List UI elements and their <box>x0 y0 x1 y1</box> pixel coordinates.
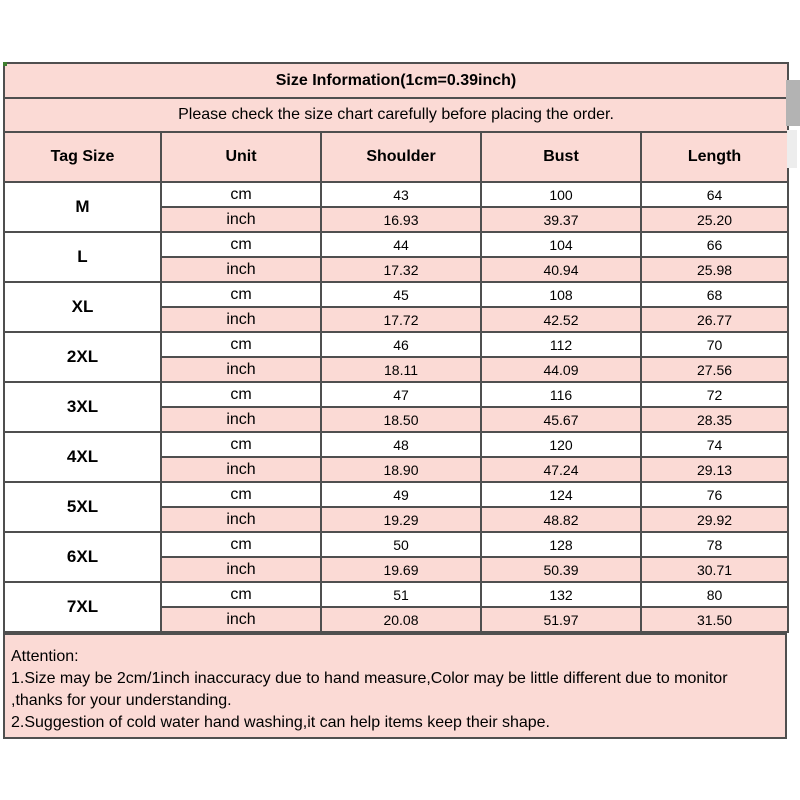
measurement-cell: 116 <box>481 382 641 407</box>
measurement-cell: 25.20 <box>641 207 788 232</box>
table-row <box>4 482 788 507</box>
unit-cell: cm <box>161 232 321 257</box>
attention-line: 2.Suggestion of cold water hand washing,it can help items keep their shape. <box>11 714 550 731</box>
table-row <box>4 582 788 607</box>
measurement-cell: 104 <box>481 232 641 257</box>
measurement-cell: 128 <box>481 532 641 557</box>
measurement-cell: 30.71 <box>641 557 788 582</box>
measurement-cell: 42.52 <box>481 307 641 332</box>
measurement-cell: 39.37 <box>481 207 641 232</box>
table-row <box>4 332 788 357</box>
measurement-cell: 29.92 <box>641 507 788 532</box>
size-group-l <box>4 232 788 282</box>
size-group-xl <box>4 282 788 332</box>
measurement-cell: 40.94 <box>481 257 641 282</box>
unit-cell: cm <box>161 382 321 407</box>
measurement-cell: 108 <box>481 282 641 307</box>
unit-cell: cm <box>161 282 321 307</box>
col-header-shoulder: Shoulder <box>321 132 481 182</box>
tag-size-cell: 2XL <box>4 332 161 382</box>
tag-size-cell: 3XL <box>4 382 161 432</box>
unit-cell: inch <box>161 557 321 582</box>
unit-cell: inch <box>161 607 321 632</box>
measurement-cell: 80 <box>641 582 788 607</box>
measurement-cell: 112 <box>481 332 641 357</box>
header-row <box>4 132 788 182</box>
unit-cell: inch <box>161 207 321 232</box>
measurement-cell: 72 <box>641 382 788 407</box>
size-group-7xl <box>4 582 788 632</box>
unit-cell: cm <box>161 532 321 557</box>
measurement-cell: 120 <box>481 432 641 457</box>
unit-cell: cm <box>161 582 321 607</box>
unit-cell: cm <box>161 182 321 207</box>
unit-cell: inch <box>161 457 321 482</box>
size-group-4xl <box>4 432 788 482</box>
size-chart-content <box>3 62 787 739</box>
measurement-cell: 17.72 <box>321 307 481 332</box>
tag-size-cell: 5XL <box>4 482 161 532</box>
measurement-cell: 64 <box>641 182 788 207</box>
unit-cell: inch <box>161 307 321 332</box>
measurement-cell: 48.82 <box>481 507 641 532</box>
measurement-cell: 18.50 <box>321 407 481 432</box>
measurement-cell: 68 <box>641 282 788 307</box>
size-group-3xl <box>4 382 788 432</box>
measurement-cell: 47 <box>321 382 481 407</box>
size-chart-table <box>3 62 789 633</box>
measurement-cell: 50.39 <box>481 557 641 582</box>
attention-line: 1.Size may be 2cm/1inch inaccuracy due to hand measure,Color may be little different due to monitor <box>11 670 728 687</box>
title-row <box>4 63 788 98</box>
measurement-cell: 43 <box>321 182 481 207</box>
col-header-unit: Unit <box>161 132 321 182</box>
unit-cell: cm <box>161 432 321 457</box>
tag-size-cell: 4XL <box>4 432 161 482</box>
attention-line: ,thanks for your understanding. <box>11 692 232 709</box>
attention-heading: Attention: <box>11 648 79 665</box>
measurement-cell: 18.90 <box>321 457 481 482</box>
table-row <box>4 382 788 407</box>
table-row <box>4 282 788 307</box>
measurement-cell: 46 <box>321 332 481 357</box>
unit-cell: cm <box>161 332 321 357</box>
measurement-cell: 26.77 <box>641 307 788 332</box>
table-row <box>4 432 788 457</box>
tag-size-cell: M <box>4 182 161 232</box>
right-edge-artifact-light <box>787 130 797 168</box>
measurement-cell: 48 <box>321 432 481 457</box>
measurement-cell: 47.24 <box>481 457 641 482</box>
measurement-cell: 74 <box>641 432 788 457</box>
measurement-cell: 20.08 <box>321 607 481 632</box>
unit-cell: inch <box>161 507 321 532</box>
table-row <box>4 532 788 557</box>
size-chart-notice: Please check the size chart carefully before placing the order. <box>4 98 788 132</box>
unit-cell: inch <box>161 357 321 382</box>
measurement-cell: 51.97 <box>481 607 641 632</box>
measurement-cell: 45 <box>321 282 481 307</box>
size-group-m <box>4 182 788 232</box>
col-header-length: Length <box>641 132 788 182</box>
table-row <box>4 182 788 207</box>
corner-artifact <box>3 62 7 66</box>
measurement-cell: 27.56 <box>641 357 788 382</box>
unit-cell: inch <box>161 407 321 432</box>
size-group-2xl <box>4 332 788 382</box>
unit-cell: inch <box>161 257 321 282</box>
measurement-cell: 44 <box>321 232 481 257</box>
measurement-cell: 66 <box>641 232 788 257</box>
measurement-cell: 100 <box>481 182 641 207</box>
subtitle-row <box>4 98 788 132</box>
measurement-cell: 44.09 <box>481 357 641 382</box>
measurement-cell: 17.32 <box>321 257 481 282</box>
measurement-cell: 16.93 <box>321 207 481 232</box>
measurement-cell: 19.29 <box>321 507 481 532</box>
measurement-cell: 50 <box>321 532 481 557</box>
tag-size-cell: L <box>4 232 161 282</box>
unit-cell: cm <box>161 482 321 507</box>
measurement-cell: 25.98 <box>641 257 788 282</box>
size-group-6xl <box>4 532 788 582</box>
measurement-cell: 76 <box>641 482 788 507</box>
tag-size-cell: XL <box>4 282 161 332</box>
measurement-cell: 51 <box>321 582 481 607</box>
col-header-bust: Bust <box>481 132 641 182</box>
measurement-cell: 29.13 <box>641 457 788 482</box>
measurement-cell: 18.11 <box>321 357 481 382</box>
table-row <box>4 232 788 257</box>
measurement-cell: 70 <box>641 332 788 357</box>
tag-size-cell: 6XL <box>4 532 161 582</box>
measurement-cell: 124 <box>481 482 641 507</box>
measurement-cell: 78 <box>641 532 788 557</box>
measurement-cell: 45.67 <box>481 407 641 432</box>
col-header-tag-size: Tag Size <box>4 132 161 182</box>
size-group-5xl <box>4 482 788 532</box>
measurement-cell: 19.69 <box>321 557 481 582</box>
measurement-cell: 132 <box>481 582 641 607</box>
measurement-cell: 31.50 <box>641 607 788 632</box>
measurement-cell: 49 <box>321 482 481 507</box>
measurement-cell: 28.35 <box>641 407 788 432</box>
tag-size-cell: 7XL <box>4 582 161 632</box>
right-edge-artifact <box>786 80 800 126</box>
attention-note <box>3 633 787 739</box>
size-chart-title: Size Information(1cm=0.39inch) <box>4 63 788 98</box>
